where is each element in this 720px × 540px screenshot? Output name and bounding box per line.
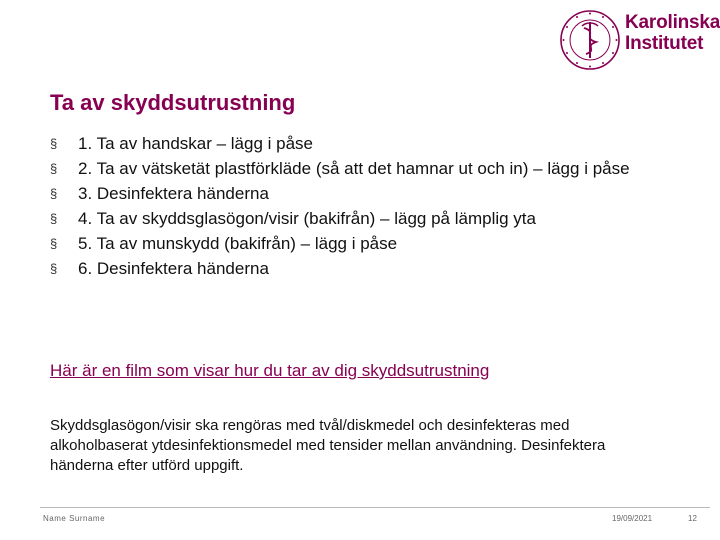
karolinska-logo (558, 8, 720, 78)
list-item (50, 133, 660, 155)
list-item (50, 208, 660, 230)
bullet-text: 4. Ta av skyddsglasögon/visir (bakifrån) – lägg på lämplig yta (78, 209, 536, 228)
bullet-text: 2. Ta av vätsketät plastförkläde (så att det hamnar ut och in) – lägg i påse (78, 159, 630, 178)
bullet-marker: § (50, 211, 58, 226)
footer-divider (40, 507, 710, 508)
page-number: 12 (688, 514, 697, 523)
bullet-marker: § (50, 161, 58, 176)
footer-date: 19/09/2021 (612, 514, 653, 523)
list-item (50, 183, 660, 205)
list-item (50, 233, 660, 255)
logo-wordmark (625, 12, 720, 54)
bullet-text: 6. Desinfektera händerna (78, 259, 269, 278)
bullet-marker: § (50, 261, 58, 276)
footer-name: Name Surname (43, 514, 106, 523)
cleaning-note: Skyddsglasögon/visir ska rengöras med tvål/diskmedel och desinfekteras med alkoholbaserat ytdesinfektionsmedel med tensider mellan användning. Desinfektera händerna efter utförd uppgift. (50, 417, 606, 474)
slide-title: Ta av skyddsutrustning (50, 90, 296, 115)
list-item (50, 258, 660, 280)
bullet-text: 3. Desinfektera händerna (78, 184, 269, 203)
bullet-list (50, 133, 660, 283)
logo-line-1: Karolinska (625, 12, 720, 33)
bullet-text: 5. Ta av munskydd (bakifrån) – lägg i påse (78, 234, 398, 253)
bullet-text: 1. Ta av handskar – lägg i påse (78, 134, 314, 153)
video-link[interactable]: Här är en film som visar hur du tar av dig skyddsutrustning (50, 361, 490, 380)
bullet-marker: § (50, 186, 58, 201)
bullet-marker: § (50, 236, 58, 251)
bullet-marker: § (50, 136, 58, 151)
list-item (50, 158, 660, 180)
logo-line-2: Institutet (625, 33, 704, 54)
karolinska-seal-icon (558, 8, 622, 72)
